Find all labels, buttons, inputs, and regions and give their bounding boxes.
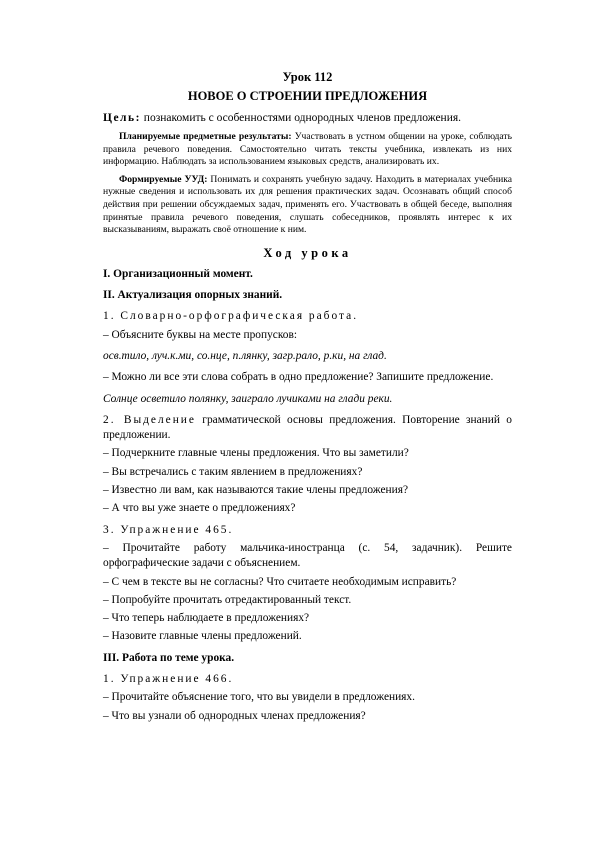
item-2 <box>103 413 512 444</box>
item-3-question-2: – С чем в тексте вы не согласны? Что считаете необходимым исправить? <box>103 575 457 588</box>
section-2-heading: II. Актуализация опорных знаний. <box>103 289 283 302</box>
item-4-question-1: – Прочитайте объяснение того, что вы увидели в предложениях. <box>103 691 415 704</box>
lesson-title: НОВОЕ О СТРОЕНИИ ПРЕДЛОЖЕНИЯ <box>187 89 428 103</box>
item-2-question-2: – Вы встречались с таким явлением в предложениях? <box>103 465 363 478</box>
item-2-question-1: – Подчеркните главные члены предложения. Что вы заметили? <box>103 447 409 460</box>
lesson-goal <box>103 111 512 126</box>
uud-label: Формируемые УУД: <box>119 173 208 185</box>
planned-results-text: Участвовать в устном общении на уроке, соблюдать правила речевого поведения. Самостоятельно читать тексты учебника, извлекать из них информацию. Наблюдать за использованием языковых средств, анализировать их. <box>103 131 512 168</box>
item-3-question-1: – Прочитайте работу мальчика-иностранца (с. 54, задачник). Решите орфографические задачи с объяснением. <box>103 541 512 570</box>
lesson-content <box>103 69 512 724</box>
lesson-number: Урок 112 <box>282 70 333 84</box>
item-1-words: осв.тило, луч.к.ми, со.нце, п.лянку, загр.рало, р.ки, на глад. <box>103 349 387 362</box>
item-3-label: 3. Упражнение 465. <box>103 523 234 536</box>
item-2-question-4: – А что вы уже знаете о предложениях? <box>103 502 296 515</box>
planned-results <box>103 131 512 169</box>
item-2-text: грамматической основы предложения. Повторение знаний о предложении. <box>103 413 512 442</box>
item-4-question-2: – Что вы узнали об однородных членах предложения? <box>103 709 366 722</box>
item-2-question-3: – Известно ли вам, как называются такие члены предложения? <box>103 484 409 497</box>
course-heading: Ход урока <box>263 245 352 260</box>
uud-block <box>103 174 512 237</box>
item-4-label: 1. Упражнение 466. <box>103 672 234 685</box>
goal-label: Цель: <box>103 112 141 124</box>
item-3-question-3: – Попробуйте прочитать отредактированный текст. <box>103 593 352 606</box>
section-3-heading: III. Работа по теме урока. <box>103 651 235 664</box>
goal-text: познакомить с особенностями однородных членов предложения. <box>140 112 462 124</box>
item-1-sentence: Солнце осветило полянку, заиграло лучиками на глади реки. <box>103 392 393 405</box>
item-3-question-4: – Что теперь наблюдаете в предложениях? <box>103 612 310 625</box>
item-1-label: 1. Словарно-орфографическая работа. <box>103 310 359 323</box>
uud-text: Понимать и сохранять учебную задачу. Находить в материалах учебника нужные сведения и использовать их для решения практических задач. Осознавать общий способ действия при решении обсуждаемых задач, применять его. Участвовать в общей беседе, выполняя принятые правила речевого поведения, слушать собеседников, проявлять интерес к их высказываниям, выражать своё отношение к ним. <box>103 173 512 236</box>
item-2-label: 2. Выделение <box>103 413 196 426</box>
planned-results-label: Планируемые предметные результаты: <box>119 131 292 142</box>
section-1-heading: I. Организационный момент. <box>103 267 253 280</box>
item-1-question: – Объясните буквы на месте пропусков: <box>103 328 298 341</box>
item-1-question-2: – Можно ли все эти слова собрать в одно предложение? Запишите предложение. <box>103 371 494 384</box>
item-3-question-5: – Назовите главные члены предложений. <box>103 630 302 643</box>
